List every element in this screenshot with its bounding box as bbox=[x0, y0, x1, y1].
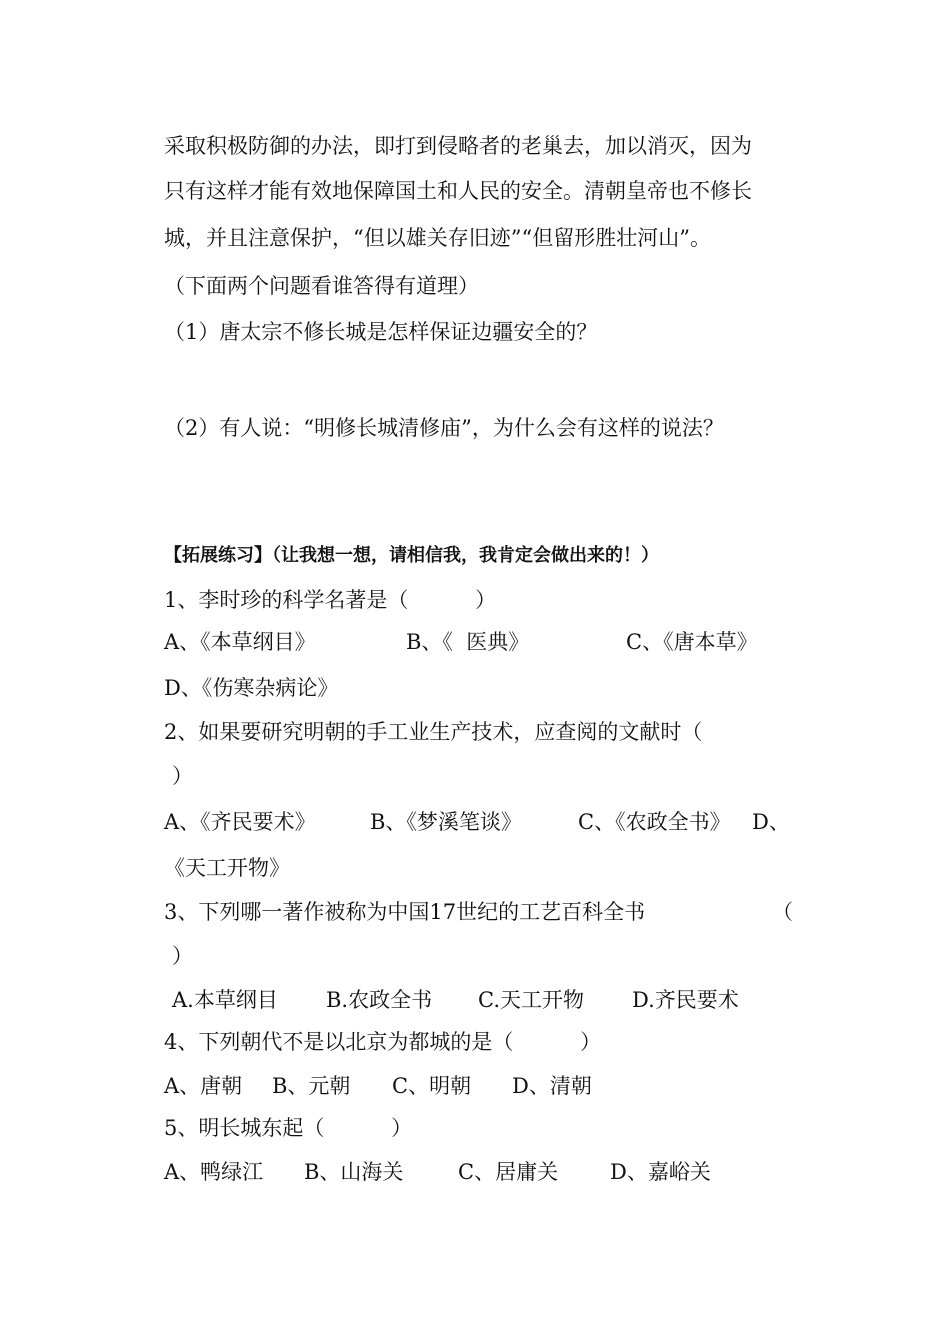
q3-paren: （ bbox=[772, 900, 793, 924]
passage-line-1: 采取积极防御的办法，即打到侵略者的老巢去，加以消灭，因为 bbox=[164, 134, 752, 158]
passage-question-1: （1）唐太宗不修长城是怎样保证边疆安全的？ bbox=[164, 320, 598, 344]
q2-option-d: D、 bbox=[752, 810, 790, 834]
passage-line-3: 城，并且注意保护，“但以雄关存旧迹”“但留形胜壮河山”。 bbox=[164, 226, 711, 250]
q2-option-a: A、《齐民要术》 bbox=[164, 810, 316, 834]
q5-option-b: B、山海关 bbox=[304, 1160, 404, 1184]
q1-stem: 1、李时珍的科学名著是（ ） bbox=[164, 588, 497, 612]
section-heading: 【拓展练习】（让我想一想，请相信我，我肯定会做出来的！） bbox=[164, 545, 659, 566]
q5-option-c: C、居庸关 bbox=[458, 1160, 559, 1184]
q4-option-a: A、唐朝 bbox=[164, 1074, 243, 1098]
q2-option-b: B、《梦溪笔谈》 bbox=[370, 810, 522, 834]
q2-stem-cont: ） bbox=[172, 764, 193, 788]
q3-option-c: C.天工开物 bbox=[478, 988, 584, 1012]
q2-option-d-cont: 《天工开物》 bbox=[164, 856, 290, 880]
q5-option-d: D、嘉峪关 bbox=[610, 1160, 711, 1184]
q4-option-d: D、清朝 bbox=[512, 1074, 592, 1098]
passage-line-4: （下面两个问题看谁答得有道理） bbox=[164, 274, 479, 298]
q4-option-c: C、明朝 bbox=[392, 1074, 472, 1098]
q2-option-c: C、《农政全书》 bbox=[578, 810, 731, 834]
q4-stem: 4、下列朝代不是以北京为都城的是（ ） bbox=[164, 1030, 602, 1054]
q1-option-d: D、《伤寒杂病论》 bbox=[164, 676, 339, 700]
passage-question-2: （2）有人说：“明修长城清修庙”，为什么会有这样的说法？ bbox=[164, 416, 724, 440]
q3-option-a: A.本草纲目 bbox=[172, 988, 278, 1012]
passage-line-2: 只有这样才能有效地保障国土和人民的安全。清朝皇帝也不修长 bbox=[164, 179, 752, 203]
q3-option-b: B.农政全书 bbox=[326, 988, 433, 1012]
q5-stem: 5、明长城东起（ ） bbox=[164, 1116, 413, 1140]
q2-stem: 2、如果要研究明朝的手工业生产技术，应查阅的文献时（ bbox=[164, 720, 703, 744]
q3-option-d: D.齐民要术 bbox=[632, 988, 739, 1012]
q1-option-a: A、《本草纲目》 bbox=[164, 630, 316, 654]
q3-stem: 3、下列哪一著作被称为中国17世纪的工艺百科全书 bbox=[164, 900, 646, 924]
q1-option-b: B、《 医典》 bbox=[406, 630, 530, 654]
q3-stem-cont: ） bbox=[172, 944, 193, 968]
q5-option-a: A、鸭绿江 bbox=[164, 1160, 264, 1184]
q4-option-b: B、元朝 bbox=[272, 1074, 351, 1098]
q1-option-c: C、《唐本草》 bbox=[626, 630, 758, 654]
